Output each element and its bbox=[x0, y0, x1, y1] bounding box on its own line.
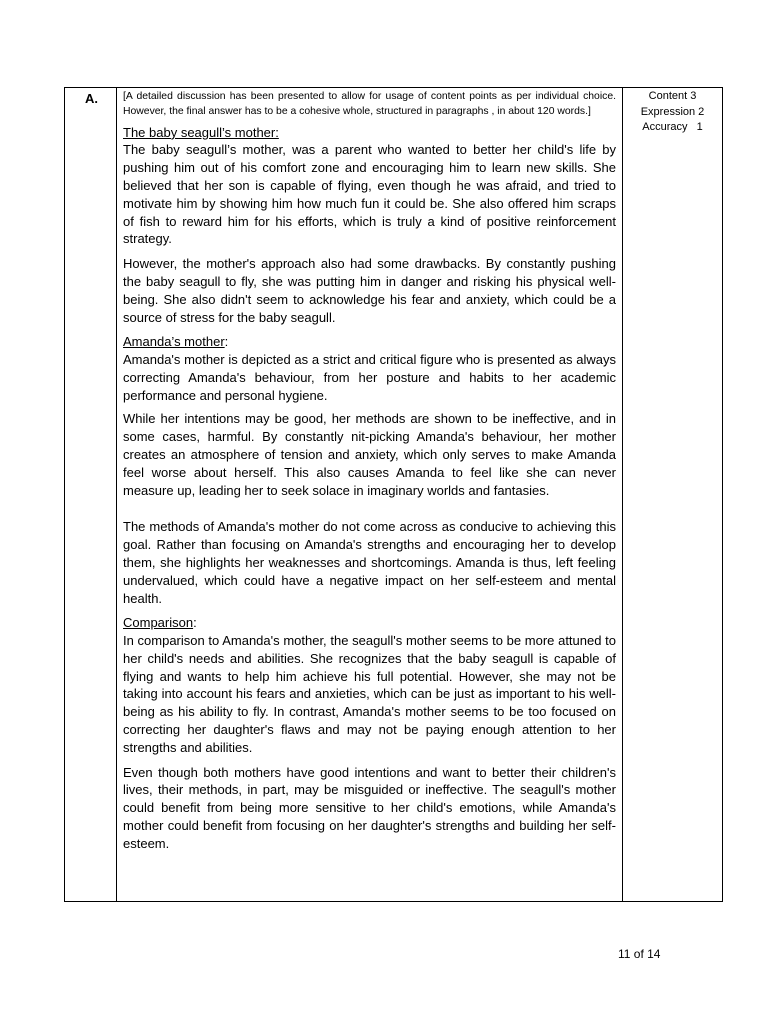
amanda-paragraph-2: While her intentions may be good, her methods are shown to be ineffective, and in some cases, harmful. By constantly nit-picking Amanda's behaviour, her mother creates an atmosphere of tension and anxiety, which only serves to make Amanda feel worse about herself. This also causes Amanda to feel like she can never measure up, leading her to seek solace in imaginary worlds and fantasies. bbox=[123, 411, 616, 498]
amanda-paragraph-3: The methods of Amanda's mother do not come across as conducive to achieving this goal. Rather than focusing on Amanda's strengths and encouraging her to develop them, she highlights her weaknesses and shortcomings. Amanda is thus, left feeling undervalued, which could have a negative impact on her self-esteem and mental health. bbox=[123, 519, 616, 606]
seagull-mother-heading bbox=[123, 124, 616, 142]
marks-expression: Expression 2 bbox=[640, 105, 705, 118]
marks-cell bbox=[623, 88, 723, 902]
page-number: 11 of 14 bbox=[618, 947, 661, 961]
answer-table bbox=[64, 87, 723, 902]
question-label: A. bbox=[85, 91, 98, 106]
comparison-paragraph-2: Even though both mothers have good intentions and want to better their children's lives, their methods, in part, may be misguided or ineffective. The seagull's mother could benefit from being more sensitive to her child's emotions, while Amanda's mother could benefit from focusing on her daughter's strengths and building her self-esteem. bbox=[123, 764, 616, 851]
amanda-heading-colon: : bbox=[224, 334, 229, 350]
seagull-paragraph-2: However, the mother's approach also had some drawbacks. By constantly pushing the baby seagull to fly, she was putting him in danger and risking his physical well-being. She also didn't seem to acknowledge his fear and anxiety, which could be a source of stress for the baby seagull. bbox=[123, 256, 616, 325]
seagull-mother-heading-text: The baby seagull’s mother: bbox=[123, 124, 279, 140]
marks-content: Content 3 bbox=[648, 90, 697, 102]
comparison-paragraph-1: In comparison to Amanda's mother, the seagull's mother seems to be more attuned to her child's needs and abilities. She recognizes that the baby seagull is capable of flying and wants to help him achieve his full potential. However, she may not be taking into account his fears and anxieties, which can be just as important to his well-being as his ability to fly. In contrast, Amanda's mother seems to be too focused on correcting her daughter's flaws and may not be paying enough attention to her strengths and abilities. bbox=[123, 632, 616, 755]
paragraph-gap bbox=[123, 506, 616, 518]
comparison-heading bbox=[123, 614, 616, 632]
question-cell bbox=[65, 88, 117, 902]
seagull-paragraph-1: The baby seagull’s mother, was a parent who wanted to better her child's life by pushing him out of his comfort zone and encouraging him to learn new skills. She believed that her son is capable of flying, even though he was afraid, and tried to motivate him by showing him how much fun it could be. She also offered him scraps of fish to reward him for his efforts, which is truly a kind of positive reinforcement strategy. bbox=[123, 142, 616, 247]
marks-accuracy: Accuracy 1 bbox=[642, 121, 703, 133]
amanda-mother-heading bbox=[123, 333, 616, 351]
amanda-paragraph-1: Amanda's mother is depicted as a strict and critical figure who is presented as always correcting Amanda's behaviour, from her posture and habits to her academic performance and personal hygiene. bbox=[123, 351, 616, 403]
answer-cell bbox=[117, 88, 623, 902]
comparison-heading-colon: : bbox=[193, 615, 197, 631]
comparison-heading-text: Comparison bbox=[123, 615, 194, 631]
amanda-mother-heading-text: Amanda’s mother bbox=[123, 334, 225, 350]
marking-note: [A detailed discussion has been presented to allow for usage of content points as per individual choice. However, the final answer has to be a cohesive whole, structured in paragraphs , in about 120 words.] bbox=[123, 91, 616, 118]
answer-row bbox=[65, 88, 723, 902]
